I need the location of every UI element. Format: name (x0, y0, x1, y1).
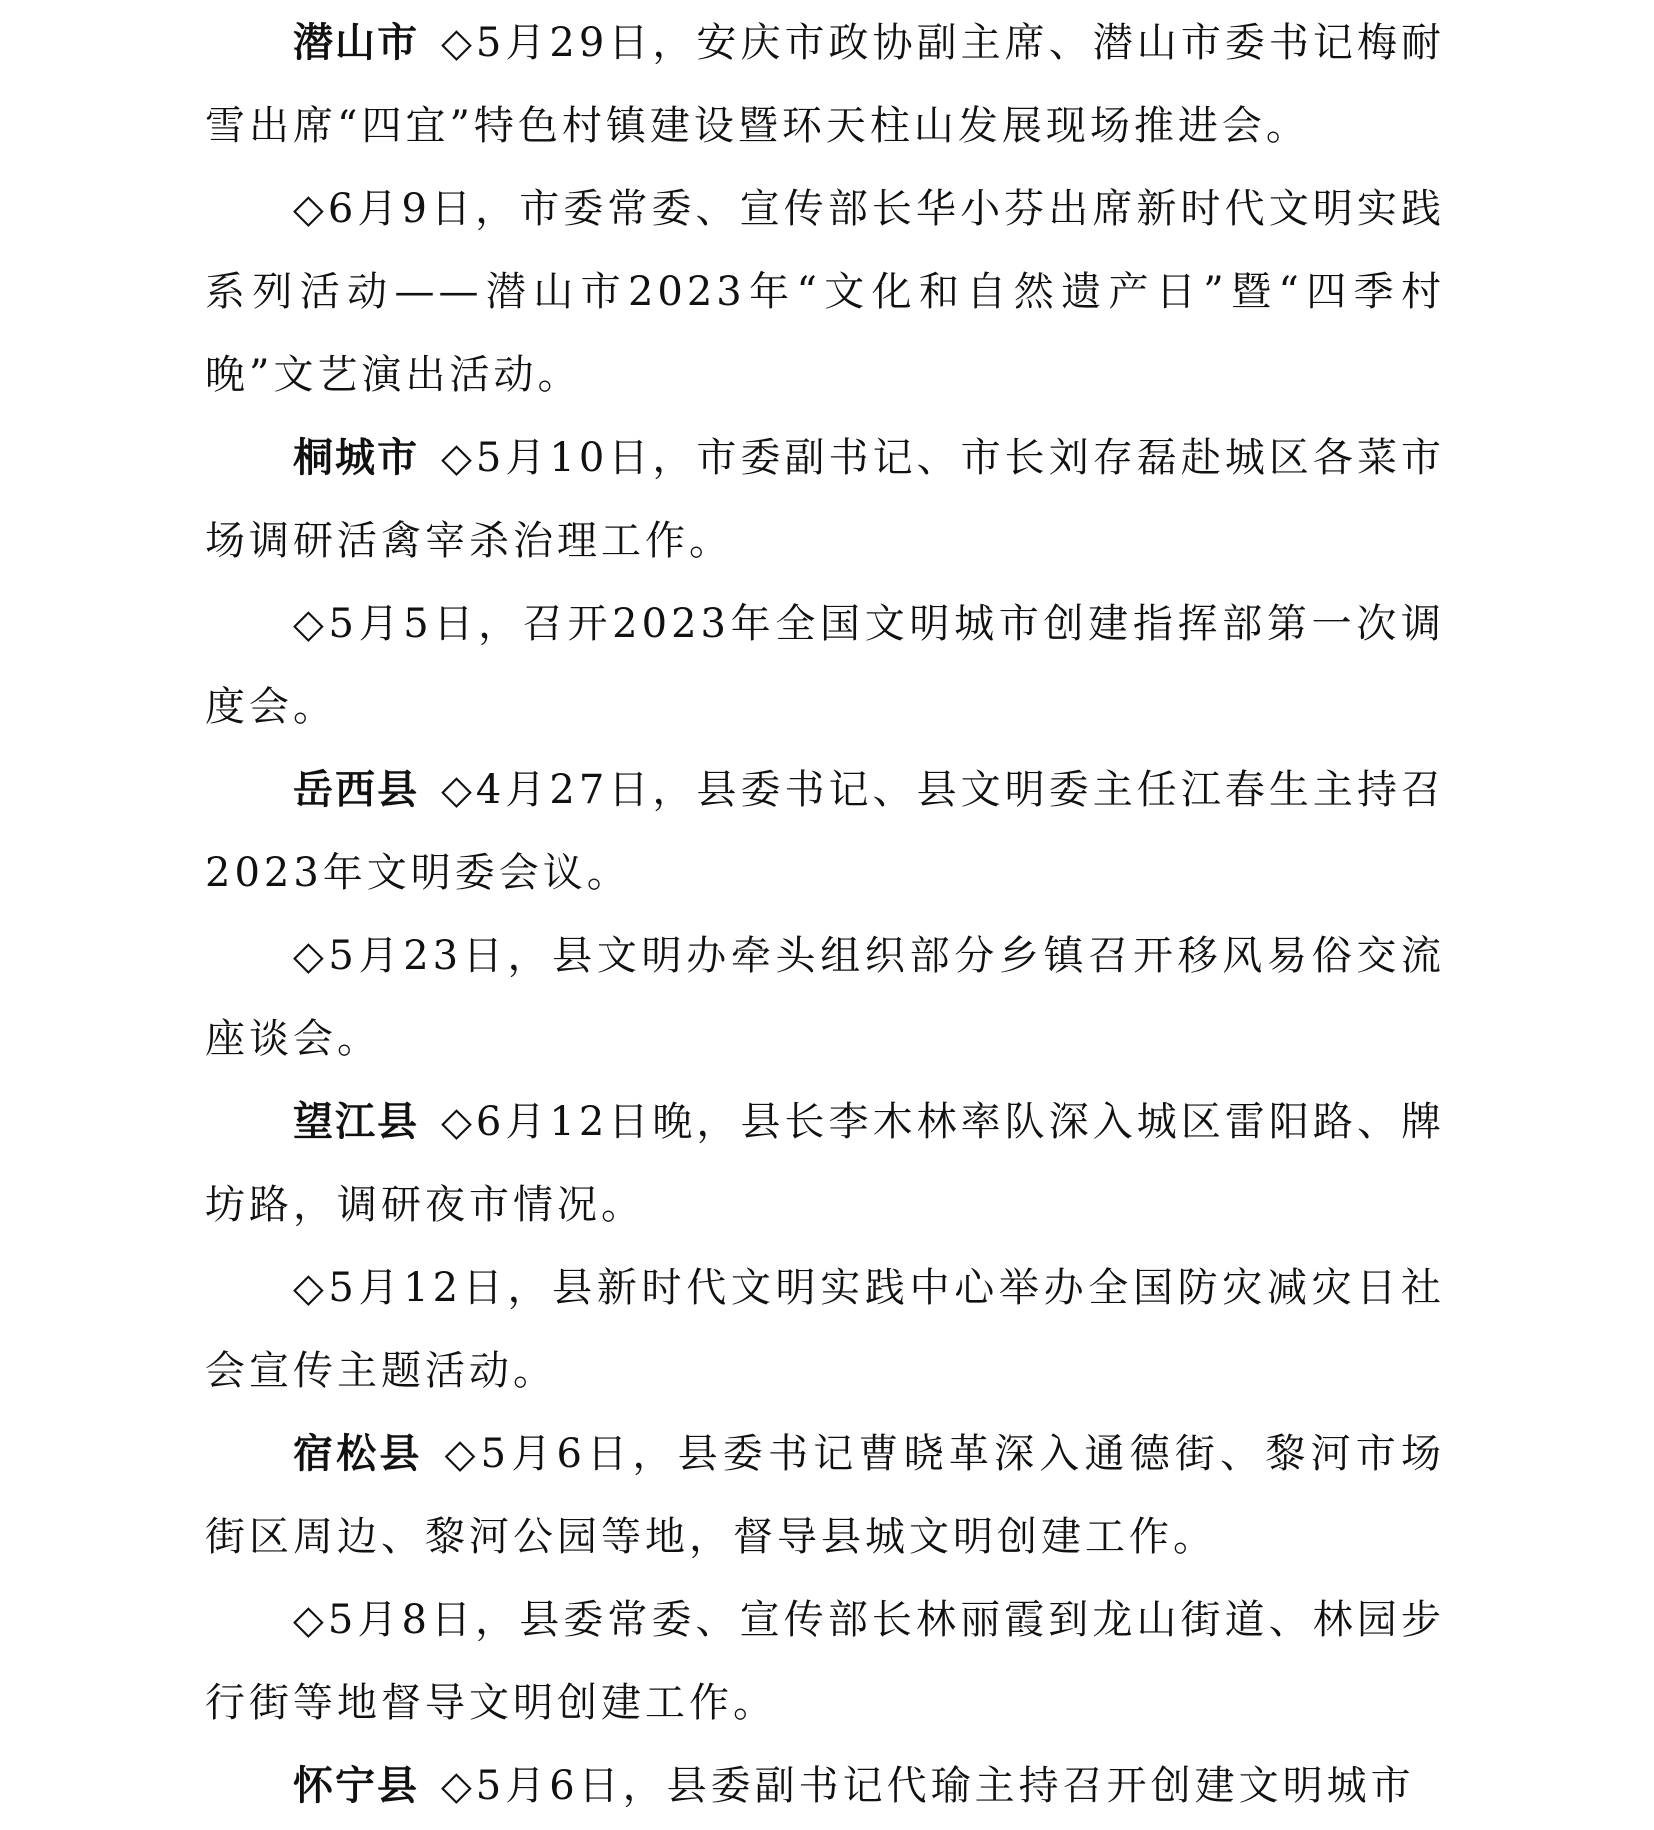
county-name: 怀宁县 (293, 1763, 419, 1809)
news-text: ◇6月9日，市委常委、宣传部长华小芬出席新时代文明实践系列活动——潜山市2023年“文化和自然遗产日”暨“四季村晚”文艺演出活动。 (205, 186, 1445, 398)
news-paragraph (205, 1247, 1445, 1413)
county-name: 望江县 (293, 1099, 420, 1145)
news-paragraph (205, 1413, 1445, 1579)
news-paragraph (205, 583, 1445, 749)
news-text: ◇5月12日，县新时代文明实践中心举办全国防灾减灾日社会宣传主题活动。 (205, 1265, 1445, 1394)
news-text: ◇6月12日晚，县长李木林率队深入城区雷阳路、牌坊路，调研夜市情况。 (205, 1099, 1446, 1228)
county-name: 桐城市 (293, 435, 420, 481)
news-paragraph (205, 1081, 1445, 1247)
news-text: ◇5月8日，县委常委、宣传部长林丽霞到龙山街道、林园步行街等地督导文明创建工作。 (205, 1597, 1445, 1726)
news-text: ◇4月27日，县委书记、县文明委主任江春生主持召2023年文明委会议。 (205, 767, 1446, 896)
news-text: ◇5月29日，安庆市政协副主席、潜山市委书记梅耐雪出席“四宜”特色村镇建设暨环天柱山发展现场推进会。 (205, 20, 1446, 149)
news-text: ◇5月5日，召开2023年全国文明城市创建指挥部第一次调度会。 (205, 601, 1445, 730)
news-paragraph (205, 168, 1445, 417)
news-text: ◇5月6日，县委副书记代瑜主持召开创建文明城市 (441, 1763, 1415, 1809)
news-paragraph (205, 1745, 1445, 1828)
county-name: 岳西县 (293, 767, 420, 813)
news-paragraph (205, 1579, 1445, 1745)
county-name: 宿松县 (293, 1431, 423, 1477)
news-paragraph (205, 417, 1445, 583)
news-text: ◇5月10日，市委副书记、市长刘存磊赴城区各菜市场调研活禽宰杀治理工作。 (205, 435, 1446, 564)
news-paragraph (205, 749, 1445, 915)
county-name: 潜山市 (293, 20, 420, 66)
news-paragraph (205, 915, 1445, 1081)
news-paragraph (205, 2, 1445, 168)
news-text: ◇5月6日，县委书记曹晓革深入通德街、黎河市场街区周边、黎河公园等地，督导县城文明创建工作。 (205, 1431, 1445, 1560)
document-page (205, 0, 1445, 1828)
news-text: ◇5月23日，县文明办牵头组织部分乡镇召开移风易俗交流座谈会。 (205, 933, 1445, 1062)
